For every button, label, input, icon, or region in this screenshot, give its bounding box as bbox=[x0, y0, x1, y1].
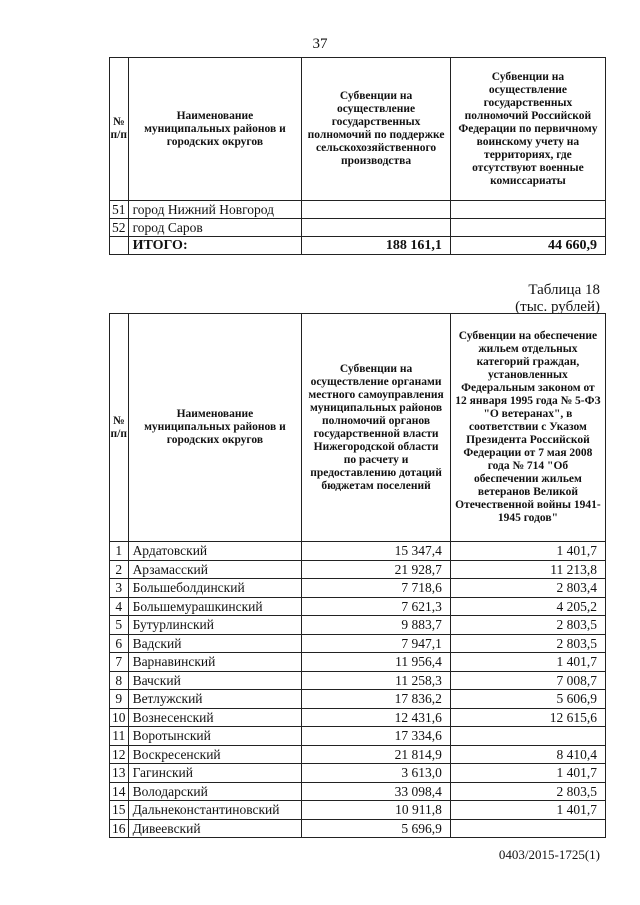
table-row bbox=[110, 727, 606, 746]
row-number: 14 bbox=[110, 782, 129, 801]
row-name: Бутурлинский bbox=[128, 616, 302, 635]
row-value-b: 2 803,4 bbox=[450, 579, 605, 598]
row-value-a bbox=[302, 219, 451, 237]
row-value-a: 10 911,8 bbox=[302, 801, 451, 820]
row-value-a: 12 431,6 bbox=[302, 708, 451, 727]
row-value-b bbox=[450, 819, 605, 838]
row-value-b bbox=[450, 201, 605, 219]
row-value-b: 4 205,2 bbox=[450, 597, 605, 616]
table-row bbox=[110, 708, 606, 727]
row-value-b: 2 803,5 bbox=[450, 634, 605, 653]
row-value-a bbox=[302, 201, 451, 219]
table-units: (тыс. рублей) bbox=[515, 299, 600, 315]
row-number: 16 bbox=[110, 819, 129, 838]
table-row bbox=[110, 764, 606, 783]
row-name: Воротынский bbox=[128, 727, 302, 746]
header-col-b: Субвенции на осуществление государственных полномочий Российской Федерации по первичному воинскому учету на территориях, где отсутствуют военные комиссариаты bbox=[450, 58, 605, 201]
row-value-b: 7 008,7 bbox=[450, 671, 605, 690]
row-name: Ветлужский bbox=[128, 690, 302, 709]
table-18 bbox=[109, 313, 606, 838]
row-value-a: 9 883,7 bbox=[302, 616, 451, 635]
row-name: Воскресенский bbox=[128, 745, 302, 764]
row-value-b: 1 401,7 bbox=[450, 801, 605, 820]
row-value-a: 11 258,3 bbox=[302, 671, 451, 690]
header-name: Наименование муниципальных районов и городских округов bbox=[128, 58, 302, 201]
row-number: 9 bbox=[110, 690, 129, 709]
table-row bbox=[110, 745, 606, 764]
row-name: город Саров bbox=[128, 219, 302, 237]
row-value-a: 7 621,3 bbox=[302, 597, 451, 616]
total-row bbox=[110, 237, 606, 255]
row-value-b: 8 410,4 bbox=[450, 745, 605, 764]
row-value-a: 33 098,4 bbox=[302, 782, 451, 801]
row-number: 3 bbox=[110, 579, 129, 598]
row-number: 5 bbox=[110, 616, 129, 635]
row-number: 4 bbox=[110, 597, 129, 616]
row-number: 1 bbox=[110, 542, 129, 561]
table-continuation bbox=[109, 57, 606, 255]
table-row bbox=[110, 671, 606, 690]
row-number: 52 bbox=[110, 219, 129, 237]
header-col-a: Субвенции на осуществление органами местного самоуправления муниципальных районов полномочий органов государственной власти Нижегородской области по расчету и предоставлению дотаций бюджетам поселений bbox=[302, 314, 451, 542]
row-value-b bbox=[450, 727, 605, 746]
row-name: Большемурашкинский bbox=[128, 597, 302, 616]
table-row bbox=[110, 560, 606, 579]
row-value-a: 7 947,1 bbox=[302, 634, 451, 653]
row-value-a: 7 718,6 bbox=[302, 579, 451, 598]
row-number: 51 bbox=[110, 201, 129, 219]
row-value-a: 11 956,4 bbox=[302, 653, 451, 672]
row-number: 12 bbox=[110, 745, 129, 764]
row-name: Ардатовский bbox=[128, 542, 302, 561]
header-name: Наименование муниципальных районов и городских округов bbox=[128, 314, 302, 542]
table-row bbox=[110, 819, 606, 838]
header-col-a: Субвенции на осуществление государственных полномочий по поддержке сельскохозяйственного производства bbox=[302, 58, 451, 201]
total-value-a: 188 161,1 bbox=[302, 237, 451, 255]
header-col-b: Субвенции на обеспечение жильем отдельных категорий граждан, установленных Федеральным законом от 12 января 1995 года № 5-ФЗ "О ветеранах", в соответствии с Указом Президента Российской Федерации от 7 мая 2008 года № 714 "Об обеспечении жильем ветеранов Великой Отечественной войны 1941-1945 годов" bbox=[450, 314, 605, 542]
table-row bbox=[110, 616, 606, 635]
table-row bbox=[110, 634, 606, 653]
row-name: Арзамасский bbox=[128, 560, 302, 579]
table-row bbox=[110, 801, 606, 820]
row-number: 15 bbox=[110, 801, 129, 820]
row-value-a: 21 928,7 bbox=[302, 560, 451, 579]
row-name: Варнавинский bbox=[128, 653, 302, 672]
row-number: 8 bbox=[110, 671, 129, 690]
row-value-a: 15 347,4 bbox=[302, 542, 451, 561]
total-value-b: 44 660,9 bbox=[450, 237, 605, 255]
header-no: № п/п bbox=[110, 58, 129, 201]
header-no: № п/п bbox=[110, 314, 129, 542]
row-number: 7 bbox=[110, 653, 129, 672]
row-name: город Нижний Новгород bbox=[128, 201, 302, 219]
row-name: Володарский bbox=[128, 782, 302, 801]
row-value-b: 1 401,7 bbox=[450, 764, 605, 783]
row-value-a: 17 334,6 bbox=[302, 727, 451, 746]
row-number: 6 bbox=[110, 634, 129, 653]
table-header-row bbox=[110, 314, 606, 542]
row-name: Вадский bbox=[128, 634, 302, 653]
row-value-b: 5 606,9 bbox=[450, 690, 605, 709]
document-code: 0403/2015-1725(1) bbox=[498, 847, 600, 862]
row-value-a: 5 696,9 bbox=[302, 819, 451, 838]
row-value-b: 1 401,7 bbox=[450, 653, 605, 672]
row-value-b: 1 401,7 bbox=[450, 542, 605, 561]
row-value-a: 3 613,0 bbox=[302, 764, 451, 783]
table-row bbox=[110, 597, 606, 616]
row-name: Большеболдинский bbox=[128, 579, 302, 598]
row-name: Вачский bbox=[128, 671, 302, 690]
total-label: ИТОГО: bbox=[128, 237, 302, 255]
row-value-b: 11 213,8 bbox=[450, 560, 605, 579]
row-value-a: 17 836,2 bbox=[302, 690, 451, 709]
row-number: 2 bbox=[110, 560, 129, 579]
row-value-b bbox=[450, 219, 605, 237]
table-row bbox=[110, 690, 606, 709]
table-row bbox=[110, 579, 606, 598]
row-value-b: 12 615,6 bbox=[450, 708, 605, 727]
row-name: Дальнеконстантиновский bbox=[128, 801, 302, 820]
row-value-a: 21 814,9 bbox=[302, 745, 451, 764]
table-title: Таблица 18 bbox=[528, 282, 600, 298]
row-number: 11 bbox=[110, 727, 129, 746]
row-name: Гагинский bbox=[128, 764, 302, 783]
row-name: Дивеевский bbox=[128, 819, 302, 838]
row-number: 10 bbox=[110, 708, 129, 727]
row-value-b: 2 803,5 bbox=[450, 616, 605, 635]
table-row bbox=[110, 653, 606, 672]
row-name: Вознесенский bbox=[128, 708, 302, 727]
page-number: 37 bbox=[312, 36, 328, 52]
total-no bbox=[110, 237, 129, 255]
table-row bbox=[110, 219, 606, 237]
table-row bbox=[110, 782, 606, 801]
table-header-row bbox=[110, 58, 606, 201]
table-row bbox=[110, 201, 606, 219]
table-row bbox=[110, 542, 606, 561]
row-number: 13 bbox=[110, 764, 129, 783]
row-value-b: 2 803,5 bbox=[450, 782, 605, 801]
